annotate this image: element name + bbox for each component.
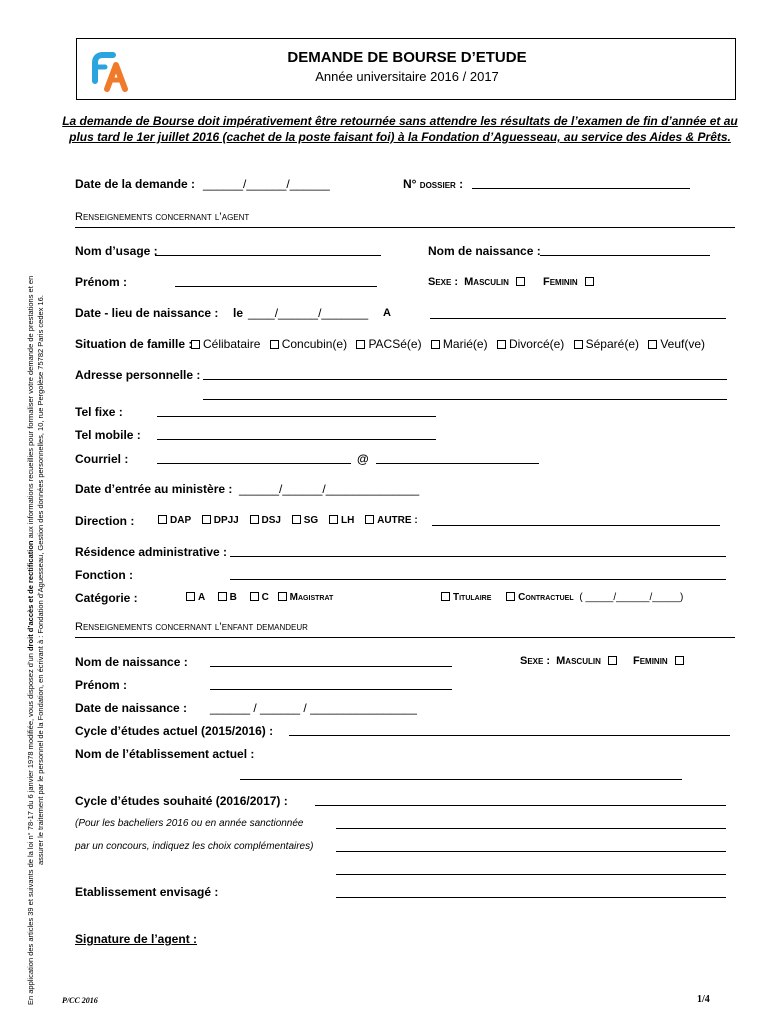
nom-naissance-field[interactable] [540,255,710,256]
date-entree-label: Date d’entrée au ministère : [75,482,233,496]
date-demande-label: Date de la demande : [75,177,196,191]
adresse-label: Adresse personnelle : [75,368,201,382]
direction-options: DAP DPJJ DSJ SG LH AUTRE : [158,515,418,526]
sexe-agent: Sexe : Masculin Feminin [428,276,597,288]
fonction-label: Fonction : [75,568,133,582]
situation-options: Célibataire Concubin(e) PACSé(e) Marié(e) Divorcé(e) Séparé(e) Veuf(ve) [191,337,705,351]
header-box [76,38,736,100]
direction-label: Direction : [75,514,135,528]
prenom-field[interactable] [175,286,377,287]
enfant-date-label: Date de naissance : [75,701,188,715]
sexe-enfant: Sexe : Masculin Feminin [520,655,687,667]
etab-envisage-label: Etablissement envisagé : [75,885,219,899]
prenom-label: Prénom : [75,275,128,289]
contractuel-date-field[interactable]: ( _____/______/_____) [579,592,684,603]
situation-label: Situation de famille : [75,337,193,351]
side-privacy-notice [26,276,46,1005]
dossier-field[interactable] [472,188,690,189]
cycle-souhaite-field[interactable] [315,805,726,806]
section-enfant-title: Renseignements concernant l’enfant demandeur [75,621,308,633]
enfant-masculin-checkbox[interactable] [608,656,617,665]
cycle-actuel-field[interactable] [289,735,730,736]
titulaire-checkbox[interactable] [441,592,450,601]
page-subtitle: Année universitaire 2016 / 2017 [315,69,499,84]
page-number: 1/4 [697,994,710,1005]
choix-field-3[interactable] [336,874,726,875]
note-bacheliers-1: (Pour les bacheliers 2016 ou en année sanctionnée [75,818,304,829]
concubin-checkbox[interactable] [270,340,279,349]
deadline-notice: La demande de Bourse doit impérativement être retournée sans attendre les résultats de l’examen de fin d’année et au plus tard le 1er juillet 2016 (cachet de la poste faisant foi) à la Fondation d’Aguesseau, au service des Aides & Prêts. [62,114,738,144]
statut-options: Titulaire Contractuel ( _____/______/_____) [441,592,683,603]
contractuel-checkbox[interactable] [506,592,515,601]
adresse-field-2[interactable] [203,399,727,400]
marie-checkbox[interactable] [431,340,440,349]
divorce-checkbox[interactable] [497,340,506,349]
etab-actuel-field[interactable] [240,779,682,780]
at-sign: @ [357,452,369,466]
date-lieu-label: Date - lieu de naissance : [75,306,219,320]
tel-fixe-label: Tel fixe : [75,405,123,419]
masculin-checkbox[interactable] [516,277,525,286]
autre-checkbox[interactable] [365,515,374,524]
veuf-checkbox[interactable] [648,340,657,349]
side-notice-line1: En application des articles 39 et suivants de la loi n° 78-17 du 6 janvier 1978 modifiée, vous disposez d’un droit d’accès et de rectification aux informations recueillies pour formaliser votre demande de prestations et en [26,275,35,1005]
section-agent-title: Renseignements concernant l’agent [75,211,250,223]
choix-field-2[interactable] [336,851,726,852]
separe-checkbox[interactable] [574,340,583,349]
autre-field[interactable] [432,525,720,526]
enfant-nom-field[interactable] [210,666,452,667]
enfant-feminin-checkbox[interactable] [675,656,684,665]
footer-ref: P/CC 2016 [62,996,98,1005]
nom-usage-label: Nom d’usage : [75,244,158,258]
enfant-nom-label: Nom de naissance : [75,655,188,669]
lh-checkbox[interactable] [329,515,338,524]
dpjj-checkbox[interactable] [202,515,211,524]
categorie-c-checkbox[interactable] [250,592,259,601]
categorie-options: A B C Magistrat [186,592,333,603]
lieu-naissance-field[interactable] [430,318,726,319]
side-notice-line2: assurer le traitement par le personnel de la Fondation, en écrivant à : Fondation d’Aguesseau, Gestion des données personnelles, 10, rue Pergolèse 75782 Paris cedex 16. [36,295,45,865]
courriel-field-domain[interactable] [376,463,539,464]
etab-actuel-label: Nom de l’établissement actuel : [75,747,255,761]
page-title: DEMANDE DE BOURSE D’ETUDE [287,49,527,66]
categorie-a-checkbox[interactable] [186,592,195,601]
enfant-prenom-field[interactable] [210,689,452,690]
date-entree-field[interactable]: ______/______/______________ [239,482,420,496]
dsj-checkbox[interactable] [250,515,259,524]
choix-field-1[interactable] [336,828,726,829]
tel-mobile-label: Tel mobile : [75,428,141,442]
dap-checkbox[interactable] [158,515,167,524]
etab-envisage-field[interactable] [336,897,726,898]
residence-label: Résidence administrative : [75,545,228,559]
section-enfant-rule [75,637,735,638]
feminin-checkbox[interactable] [585,277,594,286]
residence-field[interactable] [230,556,726,557]
cycle-actuel-label: Cycle d’études actuel (2015/2016) : [75,724,274,738]
nom-naissance-label: Nom de naissance : [428,244,541,258]
signature-label: Signature de l’agent : [75,932,198,946]
date-naissance-agent-field[interactable]: ____/______/_______ [248,306,369,320]
enfant-prenom-label: Prénom : [75,678,128,692]
nom-usage-field[interactable] [155,255,381,256]
sg-checkbox[interactable] [292,515,301,524]
courriel-field-user[interactable] [157,463,351,464]
date-demande-field[interactable]: ______/______/______ [203,177,330,191]
categorie-label: Catégorie : [75,591,138,605]
courriel-label: Courriel : [75,452,129,466]
pacse-checkbox[interactable] [356,340,365,349]
dossier-label: N° dossier : [403,177,464,191]
tel-fixe-field[interactable] [157,416,436,417]
tel-mobile-field[interactable] [157,439,436,440]
section-agent-rule [75,227,735,228]
celibataire-checkbox[interactable] [191,340,200,349]
magistrat-checkbox[interactable] [278,592,287,601]
cycle-souhaite-label: Cycle d’études souhaité (2016/2017) : [75,794,288,808]
enfant-date-field[interactable]: ______ / ______ / ________________ [210,701,417,715]
le-label: le [233,306,244,320]
note-bacheliers-2: par un concours, indiquez les choix complémentaires) [75,841,314,852]
fonction-field[interactable] [230,579,726,580]
adresse-field-1[interactable] [203,379,727,380]
categorie-b-checkbox[interactable] [218,592,227,601]
a-label: A [383,307,391,319]
